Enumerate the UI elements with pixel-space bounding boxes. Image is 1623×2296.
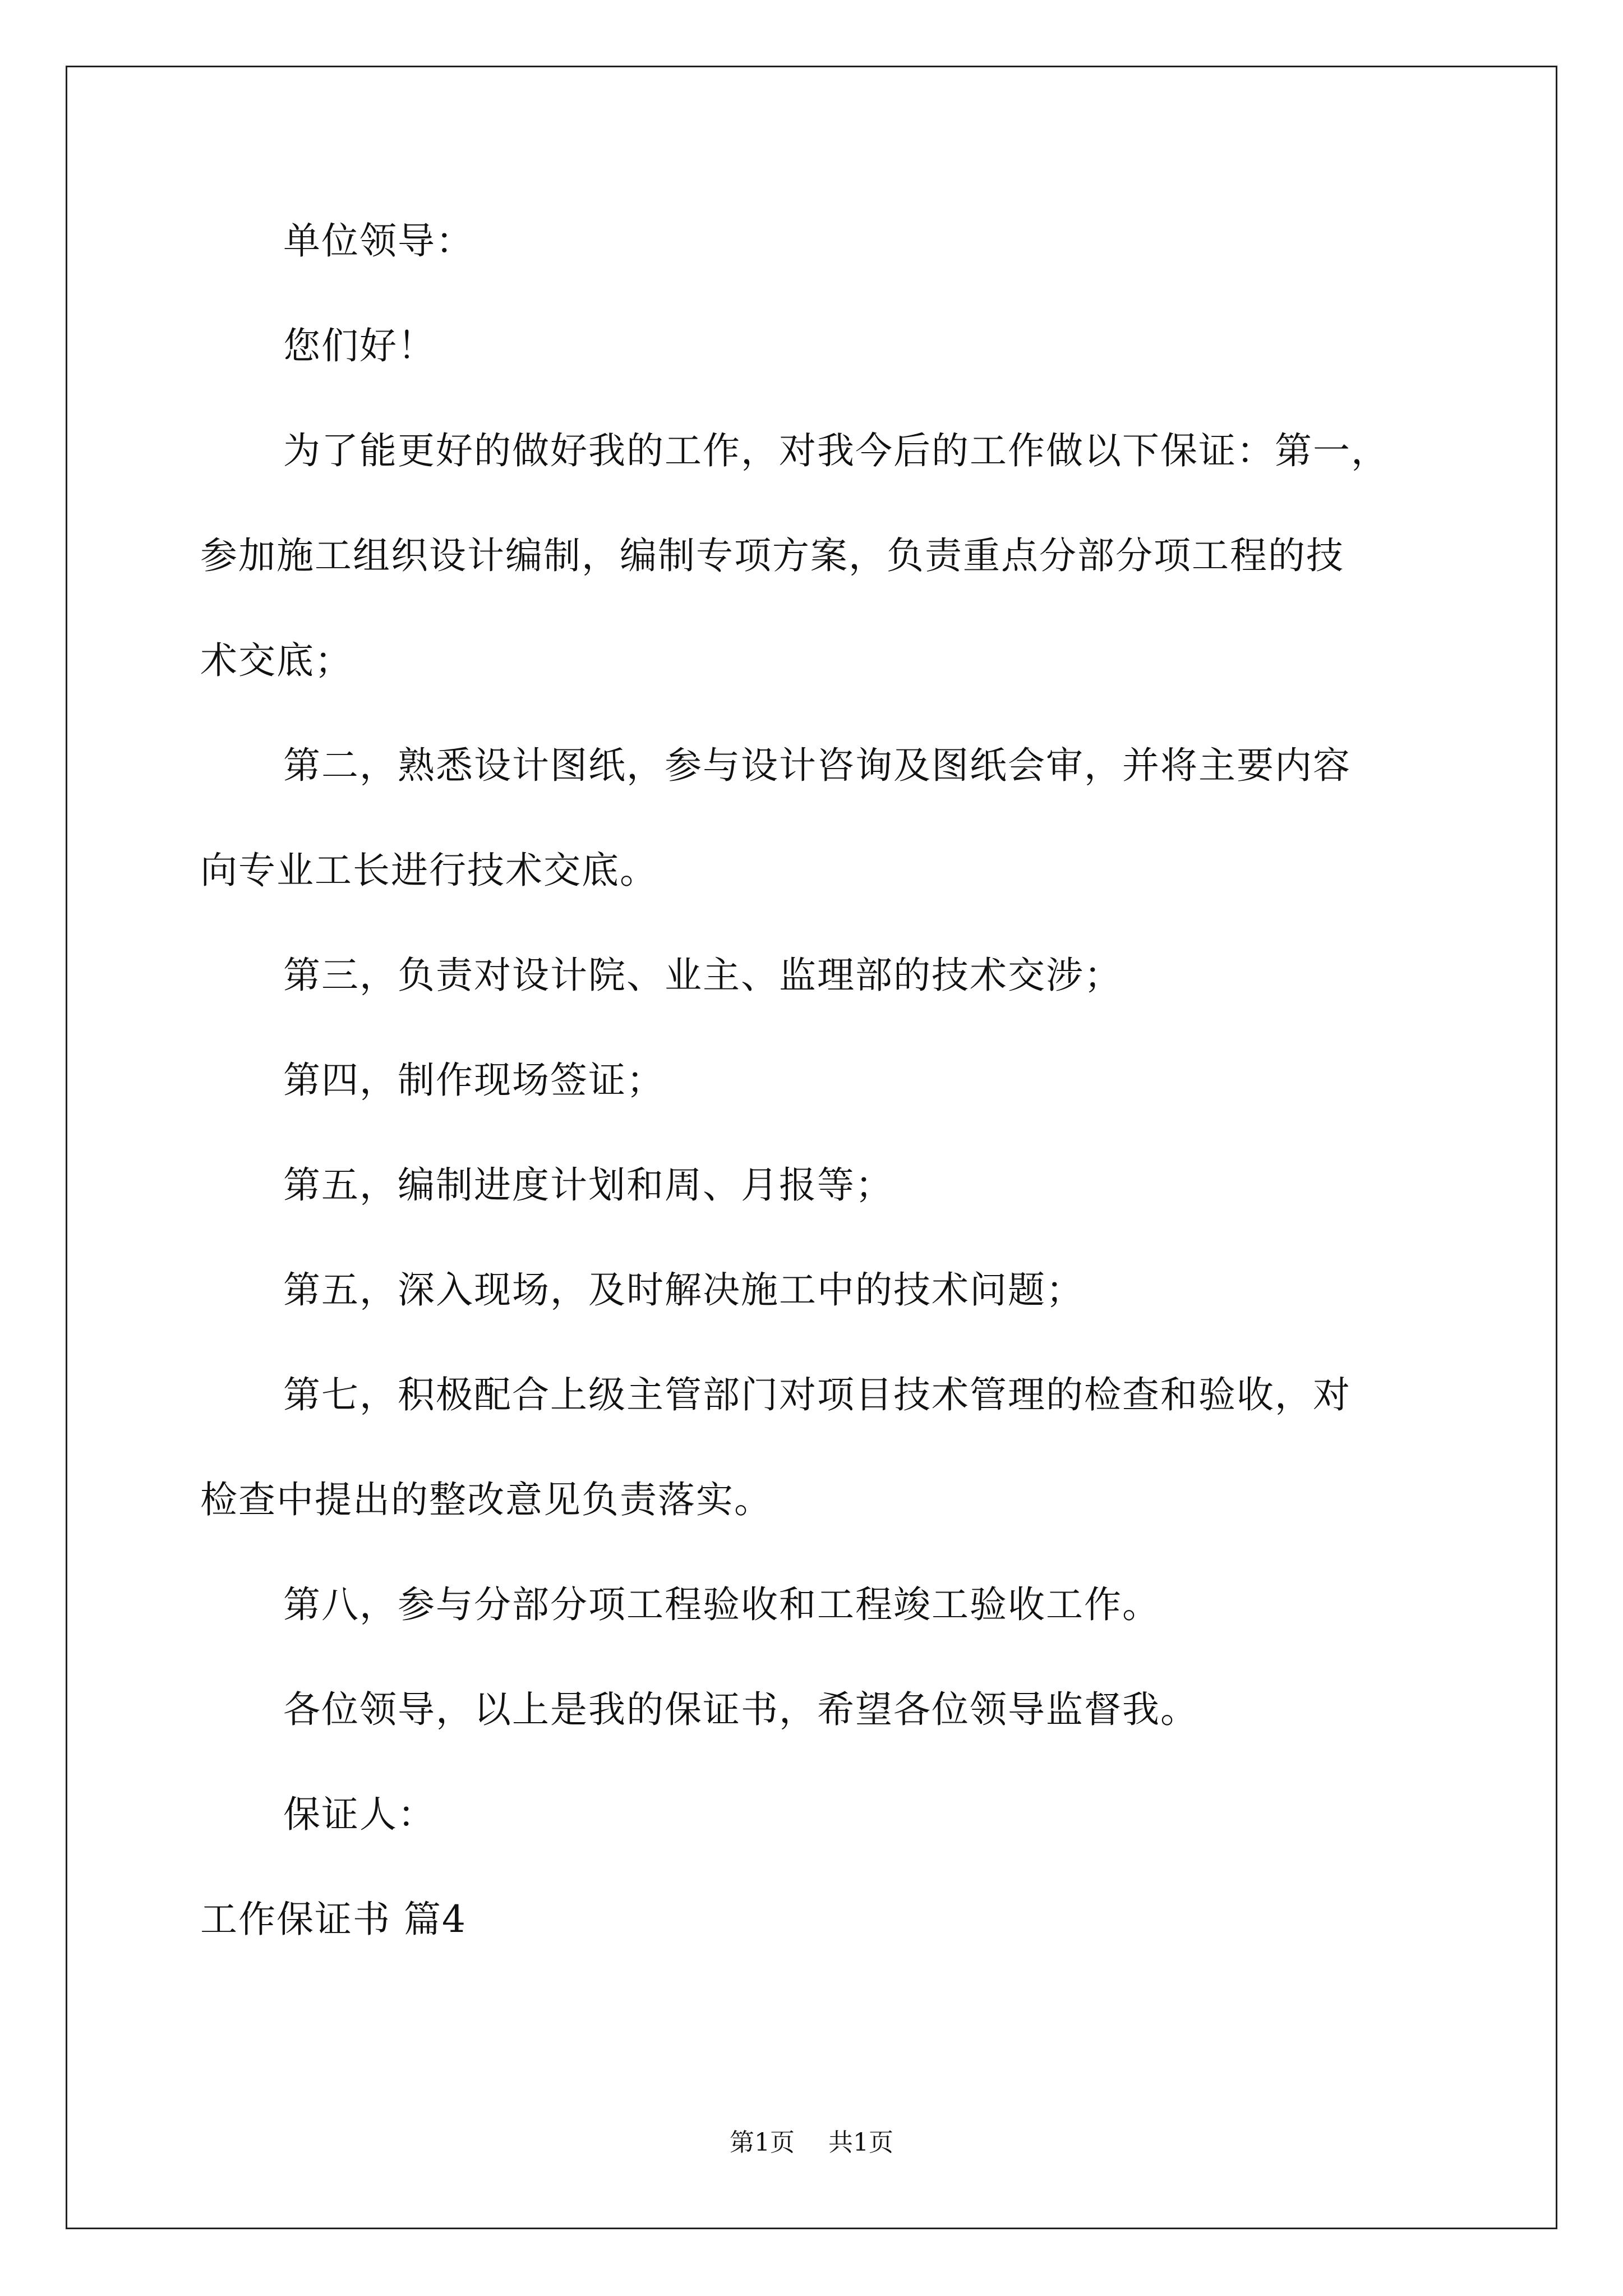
page-footer [0, 2127, 1623, 2159]
closing: 各位领导，以上是我的保证书，希望各位领导监督我。 [283, 1688, 1198, 1731]
intro-line-1: 为了能更好的做好我的工作，对我今后的工作做以下保证：第一， [283, 429, 1389, 472]
item-3: 第三，负责对设计院、业主、监理部的技术交涉； [283, 954, 1122, 997]
salutation: 单位领导： [283, 219, 474, 263]
document-body [200, 219, 1434, 1942]
item-6: 第五，深入现场，及时解决施工中的技术问题； [283, 1268, 1084, 1312]
next-section-heading: 工作保证书 篇4 [200, 1898, 467, 1941]
intro-line-3: 术交底； [200, 639, 353, 682]
intro-line-2: 参加施工组织设计编制，编制专项方案，负责重点分部分项工程的技 [200, 534, 1344, 577]
item-2-line-2: 向专业工长进行技术交底。 [200, 849, 658, 892]
item-7-line-1: 第七，积极配合上级主管部门对项目技术管理的检查和验收，对 [283, 1373, 1351, 1416]
item-8: 第八，参与分部分项工程验收和工程竣工验收工作。 [283, 1583, 1160, 1626]
signature-label: 保证人： [283, 1793, 436, 1836]
greeting: 您们好！ [283, 324, 436, 367]
item-5: 第五，编制进度计划和周、月报等； [283, 1163, 893, 1207]
item-7-line-2: 检查中提出的整改意见负责落实。 [200, 1478, 772, 1521]
page-number-total: 共1页 [828, 2128, 893, 2157]
item-4: 第四，制作现场签证； [283, 1059, 665, 1102]
page-number-current: 第1页 [730, 2128, 795, 2157]
item-2-line-1: 第二，熟悉设计图纸，参与设计咨询及图纸会审，并将主要内容 [283, 744, 1351, 787]
